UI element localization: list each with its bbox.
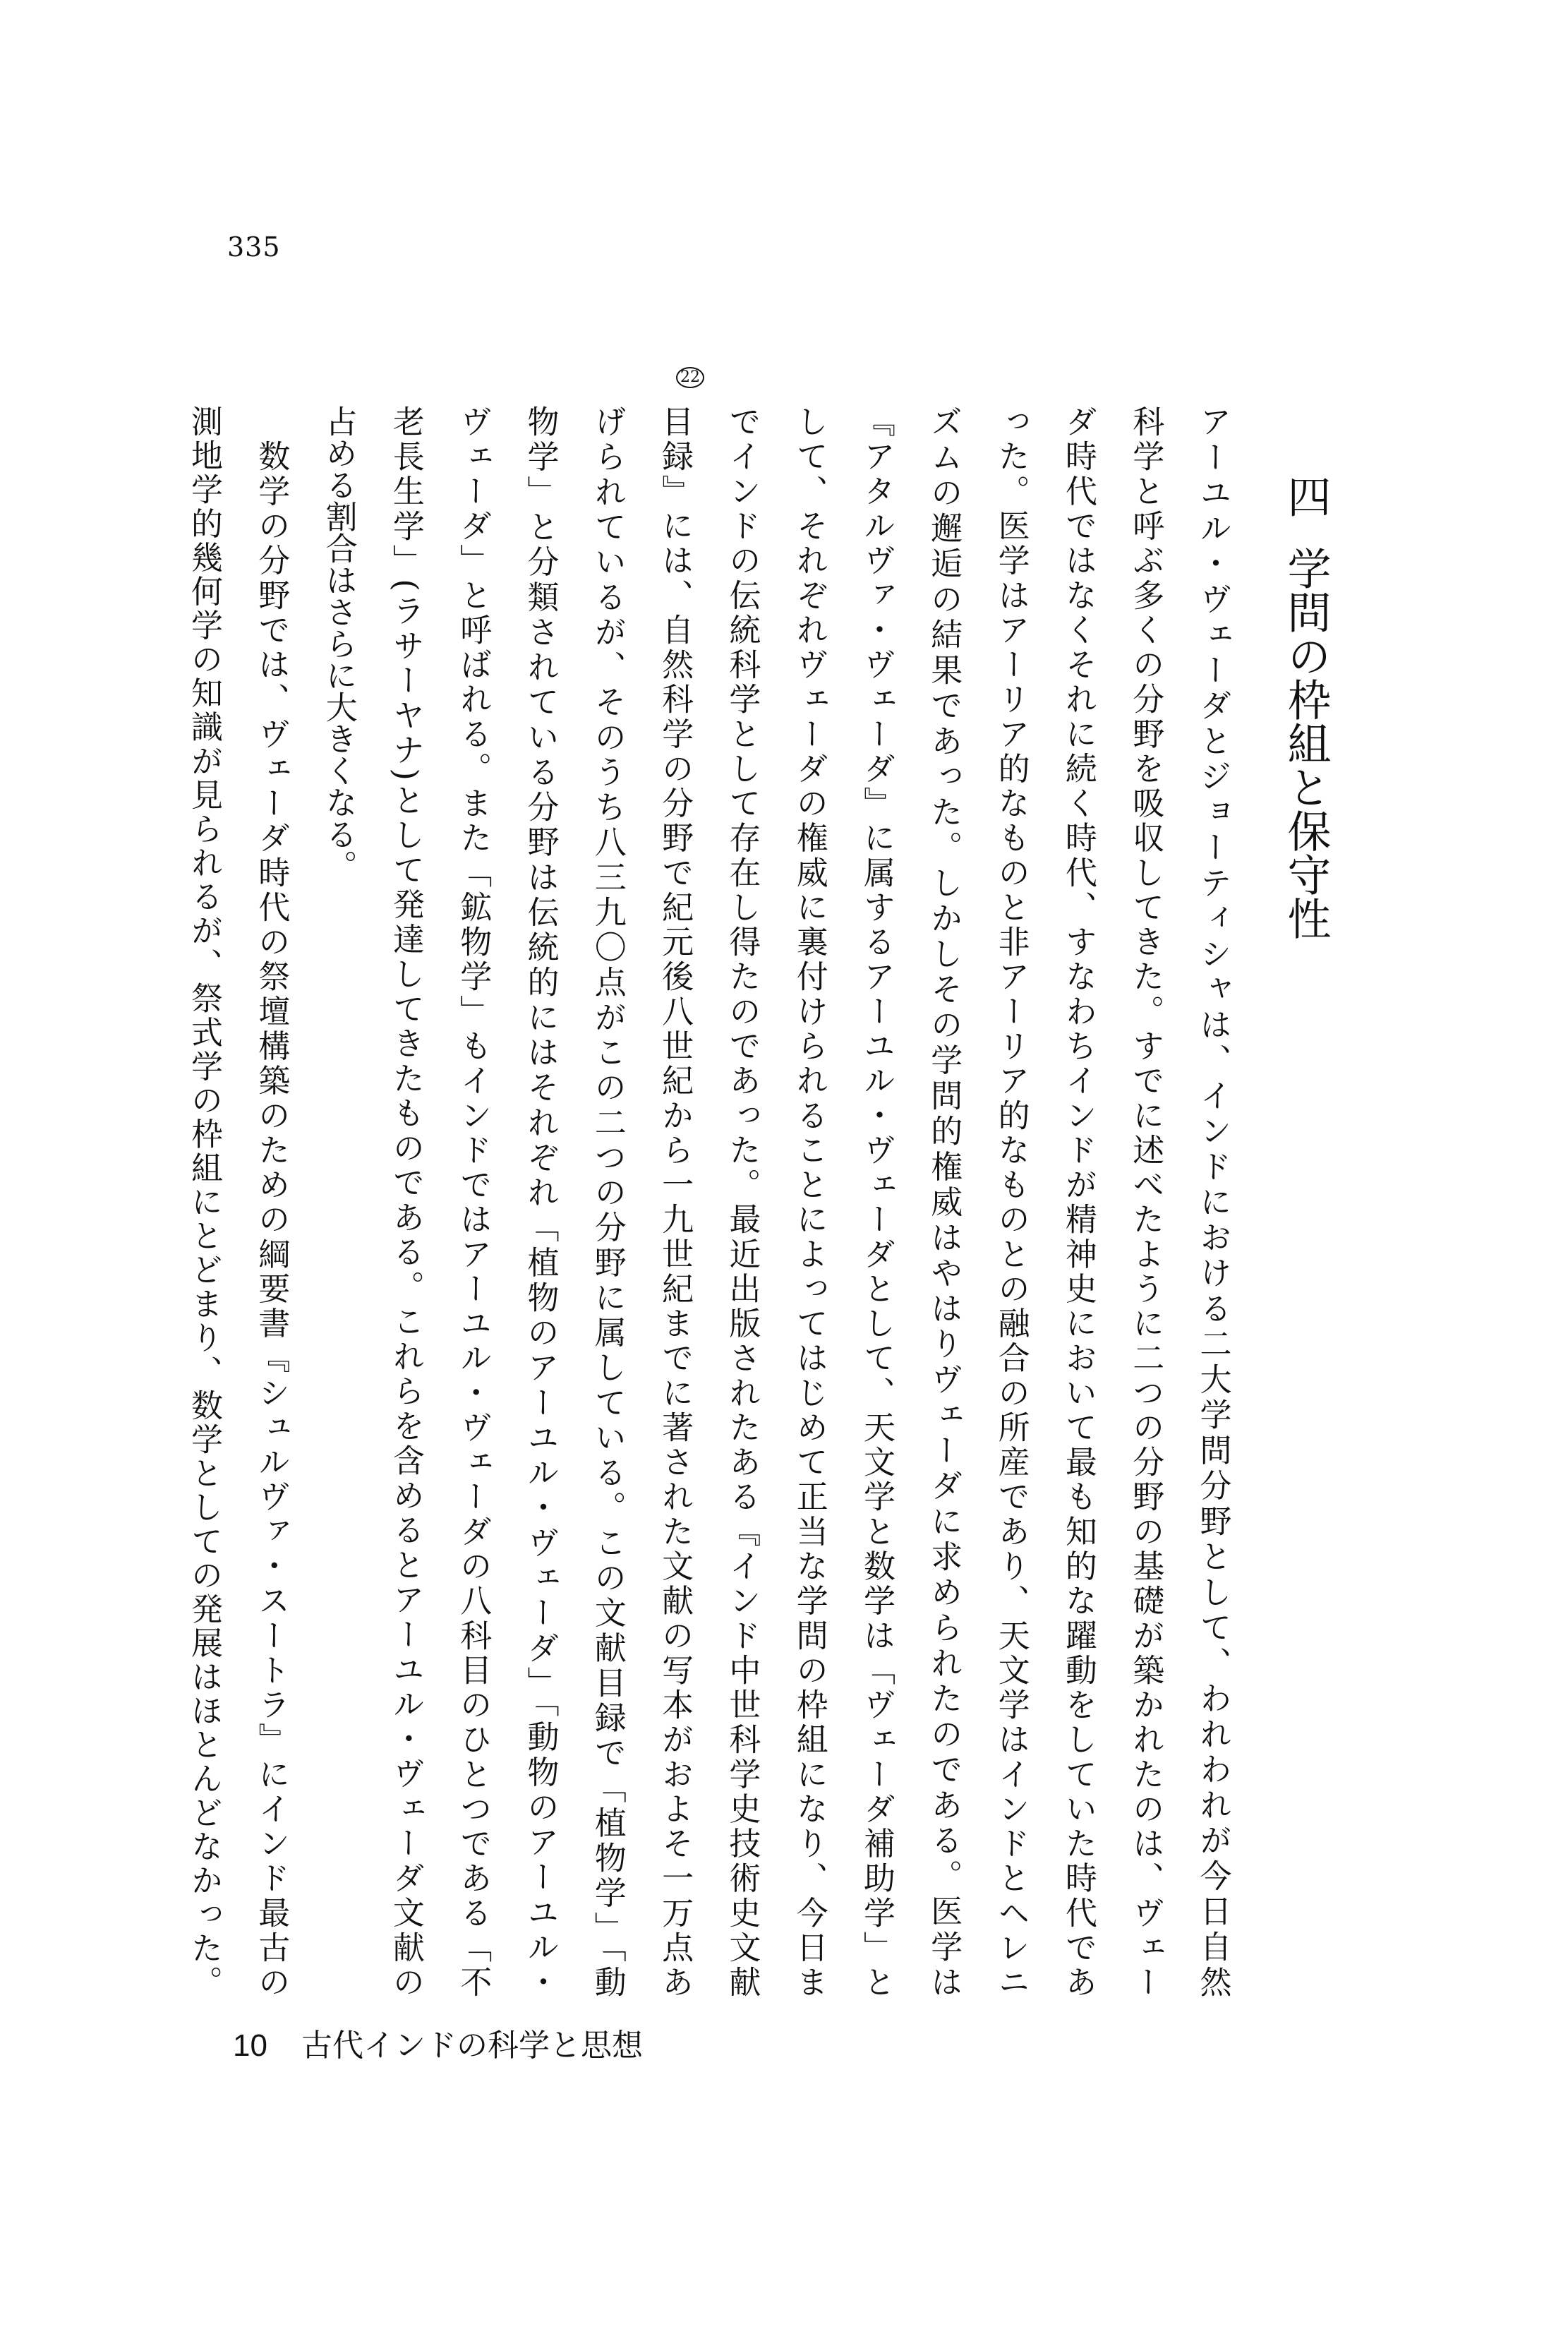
footer-page-number: 10	[233, 2028, 267, 2063]
text-column: 『アタルヴァ・ヴェーダ』に属するアーユル・ヴェーダとして、天文学と数学は「ヴェーダ補助学」と	[858, 405, 895, 1997]
section-heading	[1281, 474, 1330, 997]
text-column: 占める割合はさらに大きくなる。	[320, 405, 358, 881]
text-column: 物学」と分類されている分野は伝統的にはそれぞれ「植物のアーユル・ヴェーダ」「動物のアーユル・	[521, 405, 560, 1998]
text-column: 科学と呼ぶ多くの分野を吸収してきた。すでに述べたように二つの分野の基礎が築かれたのは、ヴェー	[1127, 405, 1165, 1997]
text-column: ズムの邂逅の結果であった。しかしその学問的権威はやはりヴェーダに求められたのである。医学は	[925, 405, 963, 1997]
text-column: ヴェーダ」と呼ばれる。また「鉱物学」もインドではアーユル・ヴェーダの八科目のひとつである「不	[454, 405, 493, 1997]
text-column: げられているが、そのうち八三九〇点がこの二つの分野に属している。この文献目録で「植物学」「動	[589, 405, 627, 1997]
text-column: ダ時代ではなくそれに続く時代、すなわちインドが精神史において最も知的な躍動をしていた時代であ	[1059, 405, 1097, 1997]
text-column: った。医学はアーリア的なものと非アーリア的なものとの融合の所産であり、天文学はインドとヘレニ	[992, 405, 1030, 1997]
text-column: して、それぞれヴェーダの権威に裏付けられることによってはじめて正当な学問の枠組になり、今日ま	[790, 405, 828, 1997]
text-column: 測地学的幾何学の知識が見られるが、祭式学の枠組にとどまり、数学としての発展はほとんどなかった。	[186, 405, 223, 1997]
section-number: 四	[1280, 474, 1332, 518]
text-column: 老長生学」(ラサーヤナ)として発達してきたものである。これらを含めるとアーユル・ヴェーダ文献の	[387, 405, 425, 1997]
footer-book-title: 古代インドの科学と思想	[301, 2028, 643, 2064]
section-title: 学問の枠組と保守性	[1280, 546, 1332, 940]
running-footer	[233, 2020, 643, 2065]
text-column: でインドの伝統科学として存在し得たのであった。最近出版されたある『インド中世科学史技術史文献	[723, 405, 761, 1997]
footnote-reference: 22	[676, 367, 704, 388]
text-column: アーユル・ヴェーダとジョーティシャは、インドにおける二大学問分野として、われわれが今日自然	[1194, 405, 1232, 1997]
page-number: 335	[227, 231, 281, 263]
text-column: 目録』には、自然科学の分野で紀元後八世紀から一九世紀までに著された文献の写本がおよそ一万点あ	[656, 405, 694, 1998]
text-column: 数学の分野では、ヴェーダ時代の祭壇構築のための綱要書『シュルヴァ・スートラ』にインド最古の	[253, 405, 291, 1998]
